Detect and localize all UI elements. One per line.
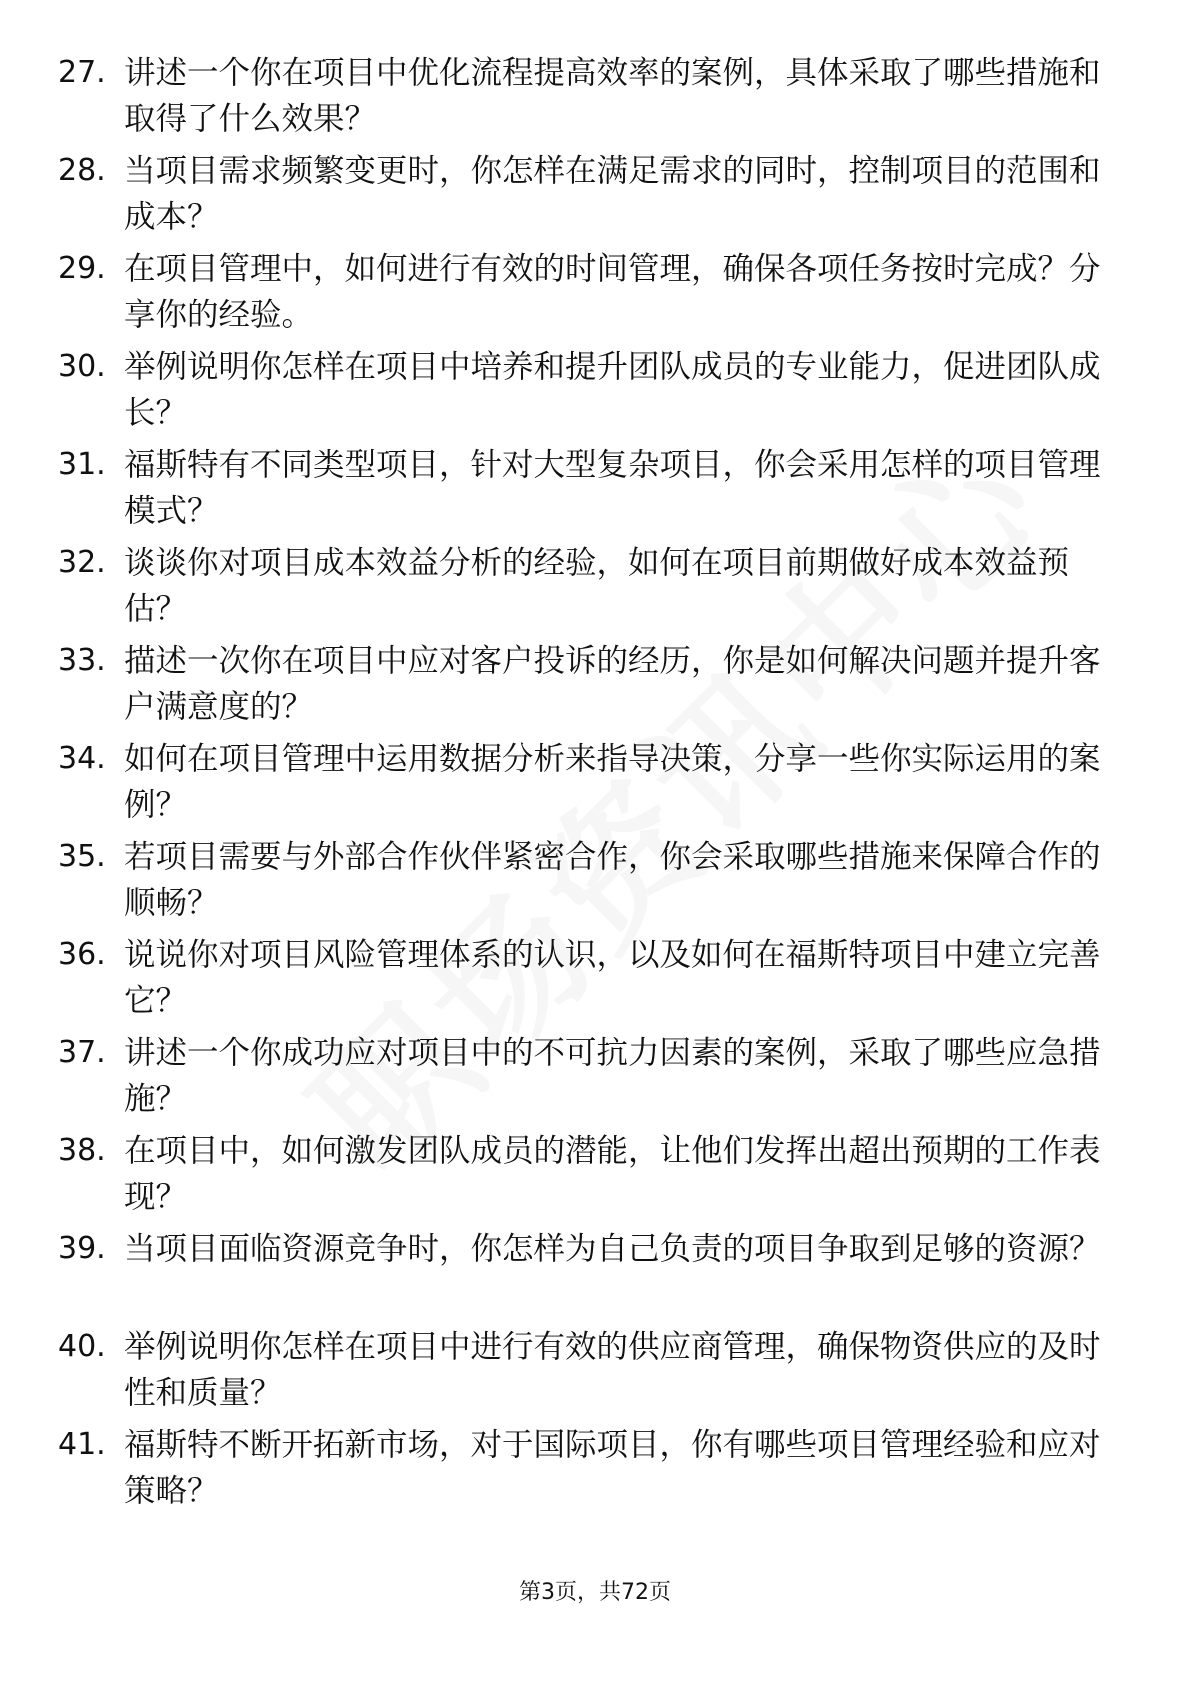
question-number: 36. xyxy=(58,937,106,972)
question-text: 在项目管理中，如何进行有效的时间管理，确保各项任务按时完成？分享你的经验。 xyxy=(124,251,1101,333)
question-number: 34. xyxy=(58,741,106,776)
question-item xyxy=(58,1030,1118,1128)
question-item xyxy=(58,344,1118,442)
question-number: 38. xyxy=(58,1133,106,1168)
question-item xyxy=(58,148,1118,246)
question-text: 当项目面临资源竞争时，你怎样为自己负责的项目争取到足够的资源？ xyxy=(124,1231,1101,1267)
question-item xyxy=(58,736,1118,834)
question-text: 讲述一个你在项目中优化流程提高效率的案例，具体采取了哪些措施和取得了什么效果？ xyxy=(124,55,1101,137)
question-list xyxy=(58,50,1118,1520)
question-number: 40. xyxy=(58,1329,106,1364)
question-text: 若项目需要与外部合作伙伴紧密合作，你会采取哪些措施来保障合作的顺畅？ xyxy=(124,839,1101,921)
question-number: 39. xyxy=(58,1231,106,1266)
question-text: 谈谈你对项目成本效益分析的经验，如何在项目前期做好成本效益预估？ xyxy=(124,545,1070,627)
question-item xyxy=(58,1422,1118,1520)
question-text: 在项目中，如何激发团队成员的潜能，让他们发挥出超出预期的工作表现？ xyxy=(124,1133,1101,1215)
question-number: 35. xyxy=(58,839,106,874)
question-text: 举例说明你怎样在项目中培养和提升团队成员的专业能力，促进团队成长？ xyxy=(124,349,1101,431)
question-item xyxy=(58,442,1118,540)
question-text: 福斯特不断开拓新市场，对于国际项目，你有哪些项目管理经验和应对策略？ xyxy=(124,1427,1101,1509)
question-item xyxy=(58,1324,1118,1422)
question-number: 32. xyxy=(58,545,106,580)
question-number: 29. xyxy=(58,251,106,286)
question-item xyxy=(58,638,1118,736)
question-text: 福斯特有不同类型项目，针对大型复杂项目，你会采用怎样的项目管理模式？ xyxy=(124,447,1101,529)
question-number: 37. xyxy=(58,1035,106,1070)
question-number: 27. xyxy=(58,55,106,90)
question-item xyxy=(58,834,1118,932)
question-text: 举例说明你怎样在项目中进行有效的供应商管理，确保物资供应的及时性和质量？ xyxy=(124,1329,1101,1411)
question-item xyxy=(58,540,1118,638)
question-number: 33. xyxy=(58,643,106,678)
question-number: 28. xyxy=(58,153,106,188)
question-item xyxy=(58,50,1118,148)
question-text: 当项目需求频繁变更时，你怎样在满足需求的同时，控制项目的范围和成本？ xyxy=(124,153,1101,235)
question-number: 41. xyxy=(58,1427,106,1462)
question-item xyxy=(58,1128,1118,1226)
question-item xyxy=(58,246,1118,344)
question-text: 如何在项目管理中运用数据分析来指导决策，分享一些你实际运用的案例？ xyxy=(124,741,1101,823)
question-item xyxy=(58,932,1118,1030)
question-text: 描述一次你在项目中应对客户投诉的经历，你是如何解决问题并提升客户满意度的？ xyxy=(124,643,1101,725)
page-number-footer: 第3页，共72页 xyxy=(519,1580,671,1605)
question-number: 30. xyxy=(58,349,106,384)
question-text: 说说你对项目风险管理体系的认识，以及如何在福斯特项目中建立完善它？ xyxy=(124,937,1101,1019)
question-item xyxy=(58,1226,1118,1324)
question-number: 31. xyxy=(58,447,106,482)
question-text: 讲述一个你成功应对项目中的不可抗力因素的案例，采取了哪些应急措施？ xyxy=(124,1035,1101,1117)
